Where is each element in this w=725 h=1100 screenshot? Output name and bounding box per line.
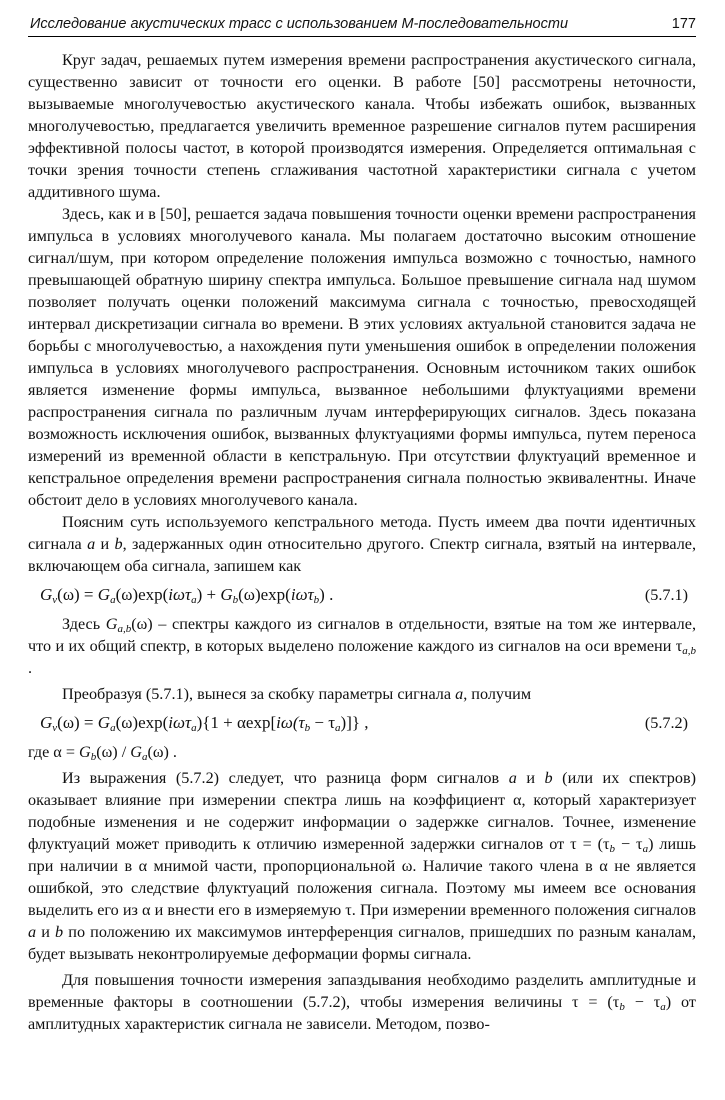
symbol-b: b (55, 923, 64, 941)
text: , получим (463, 685, 532, 703)
sub: a (191, 594, 197, 606)
sub: a,b (117, 623, 132, 635)
text: ) . (319, 585, 334, 604)
sub: b (619, 1001, 625, 1013)
paragraph-1: Круг задач, решаемых путем измерения времени распространения акустического сигнала, существенно зависит от точности его оценки. В работе [50] рассмотрены неточности, вызываемые многолучевостью акустического канала. Чтобы избежать ошибок, вызванных многолучевостью, предлагается увеличить временное разрешение сигналов путем расширения эффективной полосы частот, в которой производятся измерения. Определяется оптимальная с точки зрения точности степень сглаживания частотной характеристики сигнала с учетом аддитивного шума. (28, 51, 696, 201)
sym: G (79, 743, 91, 761)
text: − τ (310, 713, 336, 732)
text: и (36, 923, 56, 941)
sub: a (335, 722, 341, 734)
equation-formula (40, 579, 333, 611)
sub: v (52, 594, 58, 606)
sym: G (220, 585, 233, 604)
text: , задержанных один относительно другого. Спектр сигнала, взятый на интервале, включающем оба сигнала, запишем как (28, 535, 697, 575)
paragraph-4 (28, 613, 696, 679)
equation-number: (5.7.1) (644, 586, 688, 604)
sub: a (141, 751, 148, 763)
sym: iωτ (290, 585, 314, 604)
sub: a,b (682, 645, 696, 657)
sym: G (97, 713, 111, 732)
sym: iω(τ (276, 713, 305, 732)
page (28, 14, 696, 1090)
sub: b (232, 594, 239, 606)
text: (или их спектров) оказывает влияние при измерении спектра лишь на коэффициент α, который характеризует подобные изменения и не содержит информации о задержке сигналов. Точнее, изменение флуктуаций может приводить к отличию измеренной задержки сигналов от τ = (τ (28, 769, 697, 853)
text: Для повышения точности измерения запаздывания необходимо разделить амплитудные и временные факторы в соотношении (5.7.2), чтобы измерения величины τ = (τ (28, 971, 696, 1011)
sym: iωτ (168, 713, 192, 732)
equation-number: (5.7.2) (644, 714, 688, 732)
text: Из выражения (5.7.2) следует, что разница форм сигналов (62, 769, 509, 787)
sub: v (52, 722, 58, 734)
sub: a (191, 722, 197, 734)
text: ) от амплитудных характеристик сигнала не зависели. Методом, позво- (28, 993, 696, 1033)
sym: G (40, 713, 53, 732)
text: (ω) – спектры каждого из сигналов в отдельности, взятые на том же интервале, что и их общий спектр, в которых выделено положение каждого из сигналов на оси времени (28, 615, 696, 655)
sym: τ (675, 637, 683, 655)
text: ){1 + αexp[ (196, 713, 277, 732)
text: и (516, 769, 545, 787)
symbol-a: a (455, 685, 464, 703)
sub: a (642, 843, 649, 855)
paragraph-2: Здесь, как и в [50], решается задача повышения точности оценки времени распространения импульса в условиях многолучевого канала. Мы полагаем достаточно высоким отношение сигнал/шум, при котором определение положения импульса возможно с точностью, намного превышающей обратную ширину спектра импульса. Большое превышение сигнала над шумом позволяет получать оценки положений максимума сигнала с точностью, превосходящей интервал дискретизации сигнала во времени. В этих условиях актуальной становится задача не борьбы с многолучевостью, а нахождения пути уменьшения ошибок в определении положения импульса в условиях многолучевого распространения. Основным источником таких ошибок является изменение формы импульса, вызванное небольшими флуктуациями времени распространения сигнала по различным лучам интерферирующих сигналов. Здесь показана возможность исключения ошибок, вызванных флуктуациями формы импульса, путем переноса измерений из временной области в кепстральную. При отсутствии флуктуаций временное и кепстральное определения времени распространения сигнала полностью эквивалентны. Иначе обстоит дело в условиях многолучевого канала. (28, 205, 696, 509)
sym: iωτ (168, 585, 192, 604)
text: (ω)exp( (238, 585, 291, 604)
text: Поясним суть используемого кепстрального метода. Пусть имеем два почти идентичных сигнала (28, 513, 696, 553)
text: по положению их максимумов интерференция сигналов, пришедших по разным каналам, будет вызывать неконтролируемые деформации формы сигнала. (28, 923, 696, 963)
text: − τ (615, 835, 643, 853)
paragraph-7 (28, 767, 696, 965)
sym: G (97, 585, 111, 604)
text: ) лишь при наличии в α мнимой части, пропорциональной ω. Наличие такого члена в α не является ошибкой, это следствие флуктуаций положения сигнала. Поэтому мы имеем все основания выделить его из α и внести его в измеряемую τ. При измерении временного положения сигналов (28, 835, 696, 919)
sub: a (110, 722, 116, 734)
symbol-b: b (114, 535, 123, 553)
equation-5-7-2 (28, 707, 696, 739)
symbol-b: b (544, 769, 553, 787)
sym: G (105, 615, 118, 633)
sym: G (40, 585, 53, 604)
body-text (28, 49, 696, 1035)
text: (ω) . (147, 743, 177, 761)
text: (ω)exp( (115, 713, 169, 732)
text: (ω) = (57, 585, 98, 604)
paragraph-6 (28, 741, 696, 763)
text: Преобразуя (5.7.1), вынеся за скобку параметры сигнала (62, 685, 456, 703)
paragraph-5 (28, 683, 696, 705)
sub: a (660, 1001, 666, 1013)
text: )]} , (340, 713, 369, 732)
text: (ω) / (96, 743, 131, 761)
equation-5-7-1 (28, 579, 696, 611)
text: . (28, 659, 33, 677)
sub: b (304, 722, 311, 734)
text: где α = (28, 743, 80, 761)
text: ) + (196, 585, 221, 604)
paragraph-3 (28, 511, 696, 577)
text: (ω) = (57, 713, 98, 732)
text: и (95, 535, 115, 553)
symbol-a: a (28, 923, 37, 941)
symbol-a: a (87, 535, 96, 553)
running-title: Исследование акустических трасс с использованием М-последовательности (30, 16, 569, 32)
sym: G (130, 743, 142, 761)
sub: b (90, 751, 97, 763)
sub: b (313, 594, 320, 606)
running-header (28, 14, 696, 37)
text: − τ (624, 993, 661, 1011)
equation-formula (40, 707, 369, 739)
page-number: 177 (671, 16, 696, 32)
sub: a (110, 594, 116, 606)
symbol-a: a (508, 769, 517, 787)
text: (ω)exp( (115, 585, 169, 604)
sub: b (609, 843, 616, 855)
paragraph-8 (28, 969, 696, 1035)
text: Здесь (62, 615, 106, 633)
